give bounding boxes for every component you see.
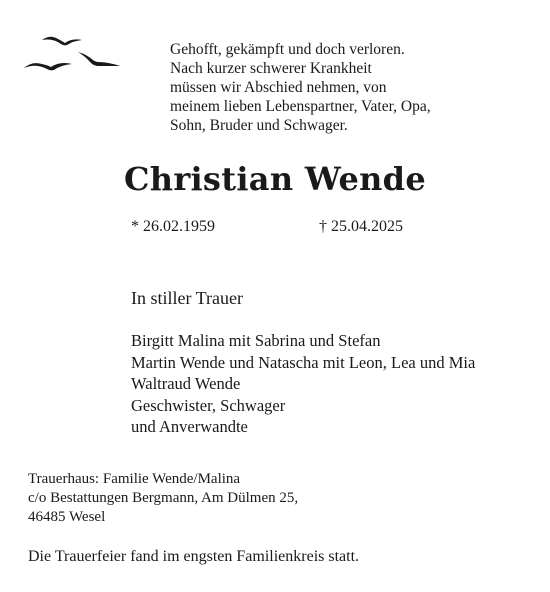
address-line: 46485 Wesel [28, 509, 106, 525]
intro-line: müssen wir Abschied nehmen, von [170, 79, 387, 96]
family-line: Geschwister, Schwager [131, 395, 286, 415]
deceased-name: Christian Wende [123, 160, 427, 198]
death-date: † 25.04.2025 [319, 218, 403, 235]
mourning-house-address [28, 470, 298, 527]
address-line: c/o Bestattungen Bergmann, Am Dülmen 25, [28, 490, 299, 506]
ceremony-note: Die Trauerfeier fand im engsten Familienkreis statt. [28, 548, 360, 565]
intro-text [170, 40, 431, 135]
family-line: und Anverwandte [131, 417, 248, 436]
family-line: Birgitt Malina mit Sabrina und Stefan [131, 331, 381, 350]
mourning-heading: In stiller Trauer [131, 288, 243, 308]
intro-line: meinem lieben Lebenspartner, Vater, Opa, [170, 98, 431, 115]
flying-birds-icon [20, 30, 130, 75]
address-line: Trauerhaus: Familie Wende/Malina [28, 471, 241, 487]
family-list [131, 330, 475, 438]
family-line: Waltraud Wende [131, 374, 241, 393]
intro-line: Gehofft, gekämpft und doch verloren. [170, 41, 405, 58]
intro-line: Nach kurzer schwerer Krankheit [170, 60, 372, 77]
family-line: Martin Wende und Natascha mit Leon, Lea und Mia [131, 352, 476, 372]
birth-date: * 26.02.1959 [131, 218, 215, 235]
intro-line: Sohn, Bruder und Schwager. [170, 117, 348, 134]
